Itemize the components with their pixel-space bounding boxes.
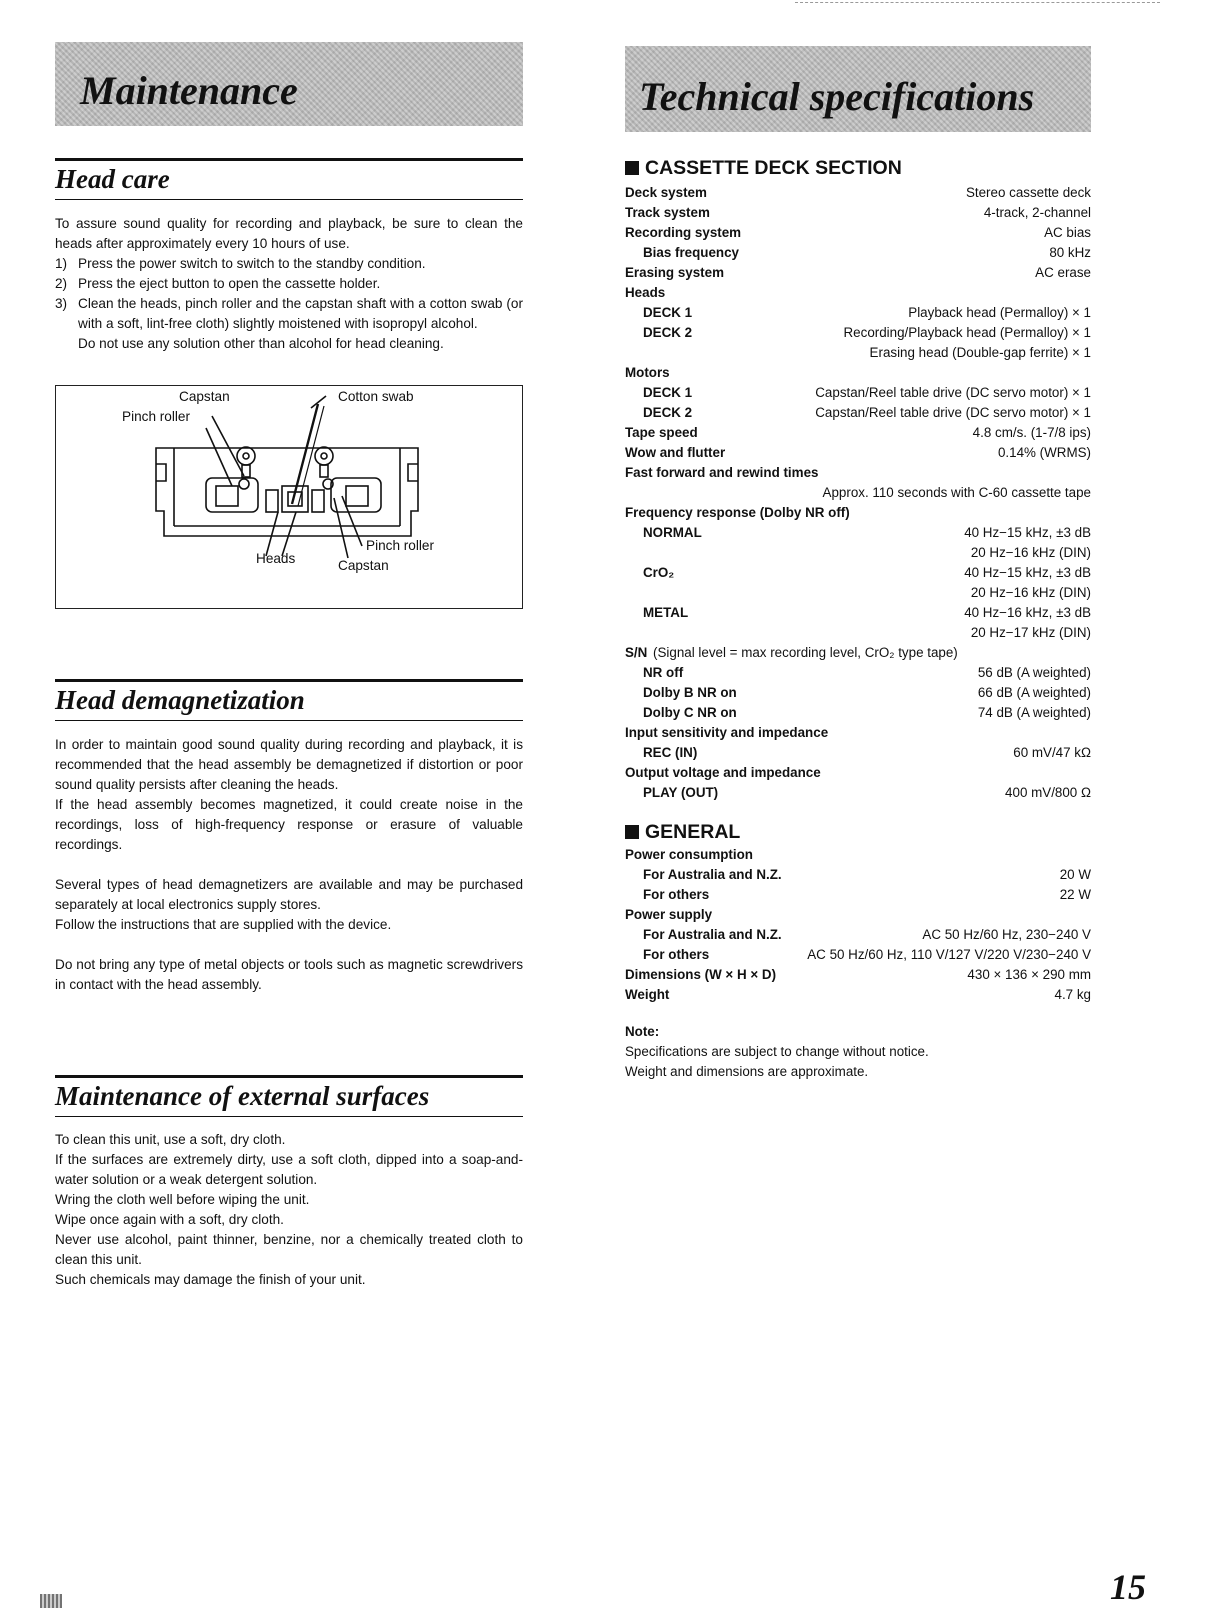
spec-key: Tape speed xyxy=(625,425,698,440)
spec-row xyxy=(625,683,1091,703)
external-line: Such chemicals may damage the finish of your unit. xyxy=(55,1272,366,1287)
spec-row xyxy=(625,865,1091,885)
spec-row xyxy=(625,403,1091,423)
demag-paragraph: Follow the instructions that are supplied with the device. xyxy=(55,917,392,932)
step-number: 3) xyxy=(55,296,68,311)
spec-value: 40 Hz−15 kHz, ±3 dB xyxy=(964,525,1091,540)
spec-key: Heads xyxy=(625,285,666,300)
step-text: Clean the heads, pinch roller and the capstan shaft with a cotton swab (or with a soft, lint-free cloth) slightly moistened with isopropyl alcohol. xyxy=(78,296,523,331)
spec-value: 80 kHz xyxy=(1049,245,1091,260)
step-text: Press the power switch to switch to the standby condition. xyxy=(78,256,426,271)
label-pinch-roller-bottom: Pinch roller xyxy=(366,538,434,553)
spec-key: DECK 2 xyxy=(643,325,693,340)
label-heads: Heads xyxy=(256,551,296,566)
spec-row xyxy=(625,383,1091,403)
spec-note xyxy=(625,1022,1091,1082)
external-surfaces-title: Maintenance of external surfaces xyxy=(55,1081,430,1111)
spec-value: Capstan/Reel table drive (DC servo motor) × 1 xyxy=(815,405,1091,420)
spec-key: PLAY (OUT) xyxy=(643,785,719,800)
spec-row xyxy=(625,905,1091,925)
maintenance-banner-title: Maintenance xyxy=(80,68,298,113)
note-line: Weight and dimensions are approximate. xyxy=(625,1064,869,1079)
spec-key: For others xyxy=(643,947,710,962)
cassette-section-heading xyxy=(625,157,902,180)
spec-value: 0.14% (WRMS) xyxy=(997,445,1091,460)
spec-key: NORMAL xyxy=(643,525,702,540)
spec-key: Recording system xyxy=(625,225,742,240)
cleaning-warning: Do not use any solution other than alcohol for head cleaning. xyxy=(78,336,444,351)
spec-key: DECK 1 xyxy=(643,385,693,400)
spec-row xyxy=(625,203,1091,223)
spec-key: Output voltage and impedance xyxy=(625,765,821,780)
demag-paragraph: If the head assembly becomes magnetized, it could create noise in the recordings, loss of high-frequency response or erasure of valuable recordings. xyxy=(55,797,523,852)
step-note xyxy=(55,334,523,354)
maintenance-banner xyxy=(55,42,523,126)
spec-row xyxy=(625,483,1091,503)
head-care-title: Head care xyxy=(55,164,170,194)
spec-value: 400 mV/800 Ω xyxy=(1005,785,1091,800)
step-number: 2) xyxy=(55,276,68,291)
general-spec-list xyxy=(625,845,1091,1005)
spec-value: 4.7 kg xyxy=(1054,987,1091,1002)
spec-key: Bias frequency xyxy=(643,245,740,260)
tech-specs-banner xyxy=(625,46,1091,132)
spec-row xyxy=(625,223,1091,243)
spec-row xyxy=(625,925,1091,945)
spec-row xyxy=(625,263,1091,283)
spec-key: Dolby B NR on xyxy=(643,685,737,700)
spec-row xyxy=(625,663,1091,683)
spec-value: Erasing head (Double-gap ferrite) × 1 xyxy=(869,345,1091,360)
external-surfaces-heading xyxy=(55,1075,523,1117)
note-heading: Note: xyxy=(625,1024,660,1039)
spec-value: Approx. 110 seconds with C-60 cassette tape xyxy=(822,485,1091,500)
spec-key: S/N xyxy=(625,645,648,660)
spec-key: Dolby C NR on xyxy=(643,705,737,720)
head-care-heading xyxy=(55,158,523,200)
head-care-intro: To assure sound quality for recording and playback, be sure to clean the heads after approximately every 10 hours of use. xyxy=(55,216,523,251)
general-section-title: GENERAL xyxy=(645,821,741,843)
spec-value: AC 50 Hz/60 Hz, 230−240 V xyxy=(922,927,1091,942)
spec-value: 20 Hz−16 kHz (DIN) xyxy=(970,545,1091,560)
spec-key: Wow and flutter xyxy=(625,445,726,460)
spec-value: AC bias xyxy=(1044,225,1091,240)
spec-row xyxy=(625,743,1091,763)
head-demag-heading xyxy=(55,679,523,721)
spec-key: REC (IN) xyxy=(643,745,698,760)
spec-row xyxy=(625,703,1091,723)
head-demag-body xyxy=(55,735,523,995)
head-demag-title: Head demagnetization xyxy=(55,685,305,715)
spec-key: Weight xyxy=(625,987,670,1002)
cassette-section-title: CASSETTE DECK SECTION xyxy=(645,157,902,179)
spec-key: For others xyxy=(643,887,710,902)
spec-key: DECK 2 xyxy=(643,405,693,420)
note-line: Specifications are subject to change without notice. xyxy=(625,1044,929,1059)
spec-value: 74 dB (A weighted) xyxy=(977,705,1091,720)
label-pinch-roller-top: Pinch roller xyxy=(122,409,190,424)
label-cotton-swab: Cotton swab xyxy=(338,389,414,404)
spec-key: NR off xyxy=(643,665,684,680)
spec-row xyxy=(625,885,1091,905)
spec-row xyxy=(625,423,1091,443)
spec-value: 40 Hz−16 kHz, ±3 dB xyxy=(964,605,1091,620)
spec-value: 4.8 cm/s. (1-7/8 ips) xyxy=(972,425,1091,440)
spec-key: Input sensitivity and impedance xyxy=(625,725,829,740)
spec-row xyxy=(625,363,1091,383)
spec-key: For Australia and N.Z. xyxy=(643,867,782,882)
spec-value: 20 Hz−16 kHz (DIN) xyxy=(970,585,1091,600)
spec-row xyxy=(625,323,1091,343)
spec-value: AC erase xyxy=(1035,265,1091,280)
external-line: If the surfaces are extremely dirty, use a soft cloth, dipped into a soap-and-water solution or a weak detergent solution. xyxy=(55,1152,523,1187)
step-text: Press the eject button to open the cassette holder. xyxy=(78,276,381,291)
spec-row xyxy=(625,183,1091,203)
demag-paragraph: Several types of head demagnetizers are available and may be purchased separately at local electronics supply stores. xyxy=(55,877,523,912)
spec-value: 20 W xyxy=(1059,867,1091,882)
spec-row xyxy=(625,563,1091,583)
spec-value: 60 mV/47 kΩ xyxy=(1013,745,1091,760)
spec-key: Power supply xyxy=(625,907,713,922)
label-capstan-top: Capstan xyxy=(179,389,230,404)
spec-row xyxy=(625,985,1091,1005)
spec-row xyxy=(625,763,1091,783)
spec-key: CrO₂ xyxy=(643,565,675,580)
tech-specs-banner-title: Technical specifications xyxy=(639,74,1035,119)
spec-row xyxy=(625,303,1091,323)
spec-row xyxy=(625,243,1091,263)
external-surfaces-body xyxy=(55,1130,523,1290)
step-item xyxy=(55,254,523,274)
spec-value: 40 Hz−15 kHz, ±3 dB xyxy=(964,565,1091,580)
cassette-spec-list xyxy=(625,183,1091,803)
spec-row xyxy=(625,443,1091,463)
demag-paragraph: In order to maintain good sound quality during recording and playback, it is recommended that the head assembly be demagnetized if distortion or poor sound quality persists after cleaning the heads. xyxy=(55,737,523,792)
sn-condition: (Signal level = max recording level, CrO₂ type tape) xyxy=(653,645,958,660)
head-cleaning-figure xyxy=(55,385,523,609)
spec-row xyxy=(625,463,1091,483)
spec-value: 430 × 136 × 290 mm xyxy=(967,967,1091,982)
spec-row xyxy=(625,945,1091,965)
head-care-steps xyxy=(55,254,523,354)
spec-value: 66 dB (A weighted) xyxy=(977,685,1091,700)
spec-key: Deck system xyxy=(625,185,707,200)
spec-row xyxy=(625,643,1091,663)
spec-value: Capstan/Reel table drive (DC servo motor) × 1 xyxy=(815,385,1091,400)
spec-key: Power consumption xyxy=(625,847,753,862)
spec-key: For Australia and N.Z. xyxy=(643,927,782,942)
spec-row xyxy=(625,845,1091,865)
spec-value: 4-track, 2-channel xyxy=(983,205,1091,220)
spec-row xyxy=(625,343,1091,363)
external-line: Wring the cloth well before wiping the unit. xyxy=(55,1192,310,1207)
spec-row xyxy=(625,723,1091,743)
demag-paragraph: Do not bring any type of metal objects or tools such as magnetic screwdrivers in contact with the head assembly. xyxy=(55,957,523,992)
spec-key: Frequency response (Dolby NR off) xyxy=(625,505,850,520)
spec-row xyxy=(625,965,1091,985)
spec-key: Motors xyxy=(625,365,670,380)
square-bullet-icon xyxy=(625,825,639,839)
general-section-heading xyxy=(625,821,740,844)
spec-key: Track system xyxy=(625,205,710,220)
spec-row xyxy=(625,623,1091,643)
spec-value: 20 Hz−17 kHz (DIN) xyxy=(970,625,1091,640)
spec-value: 22 W xyxy=(1059,887,1091,902)
spec-key: Dimensions (W × H × D) xyxy=(625,967,777,982)
spec-value: Stereo cassette deck xyxy=(965,185,1091,200)
spec-row xyxy=(625,543,1091,563)
spec-row xyxy=(625,523,1091,543)
spec-key: Erasing system xyxy=(625,265,724,280)
external-line: Wipe once again with a soft, dry cloth. xyxy=(55,1212,284,1227)
top-edge-mark xyxy=(795,2,1160,4)
step-item xyxy=(55,274,523,294)
spec-row xyxy=(625,583,1091,603)
label-capstan-bottom: Capstan xyxy=(338,558,389,573)
scan-mark xyxy=(40,1594,62,1608)
spec-value: AC 50 Hz/60 Hz, 110 V/127 V/220 V/230−240 V xyxy=(807,947,1091,962)
spec-value: Recording/Playback head (Permalloy) × 1 xyxy=(843,325,1091,340)
page-number: 15 xyxy=(1110,1567,1146,1607)
spec-key: Fast forward and rewind times xyxy=(625,465,819,480)
external-line: To clean this unit, use a soft, dry cloth. xyxy=(55,1132,286,1147)
step-item xyxy=(55,294,523,334)
spec-row xyxy=(625,603,1091,623)
external-line: Never use alcohol, paint thinner, benzine, nor a chemically treated cloth to clean this unit. xyxy=(55,1232,523,1267)
head-care-body xyxy=(55,214,523,354)
spec-key: DECK 1 xyxy=(643,305,693,320)
spec-row xyxy=(625,283,1091,303)
step-number: 1) xyxy=(55,256,68,271)
square-bullet-icon xyxy=(625,161,639,175)
spec-row xyxy=(625,783,1091,803)
spec-row xyxy=(625,503,1091,523)
spec-value: Playback head (Permalloy) × 1 xyxy=(908,305,1091,320)
spec-value: 56 dB (A weighted) xyxy=(977,665,1091,680)
spec-key: METAL xyxy=(643,605,689,620)
